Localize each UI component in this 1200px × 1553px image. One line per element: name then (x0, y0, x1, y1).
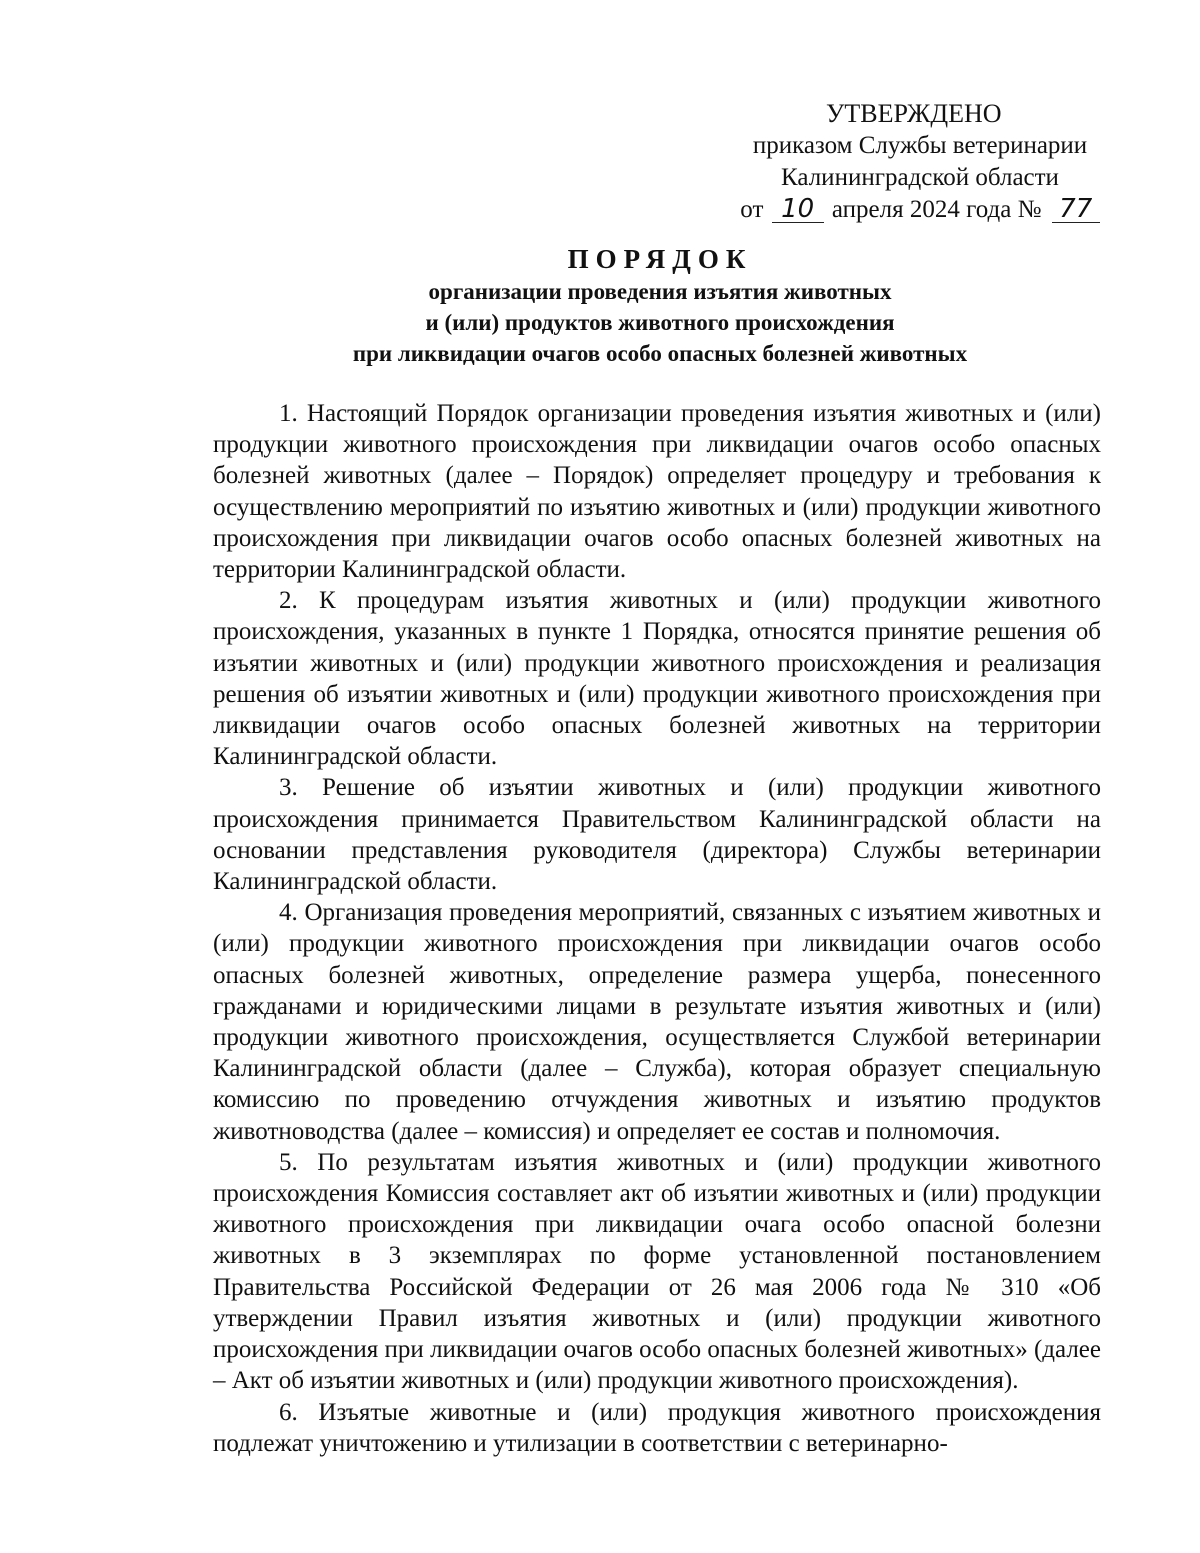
document-subtitle-line-1: организации проведения изъятия животных (428, 279, 892, 304)
handwritten-order-number: 77 (1052, 196, 1100, 223)
handwritten-day: 10 (772, 196, 824, 223)
approval-line-order: приказом Службы ветеринарии (752, 132, 1088, 159)
paragraph-6: 6. Изъятые животные и (или) продукция животного происхождения подлежат уничтожению и утилизации в соответствии с ветеринарно- (213, 1398, 1101, 1457)
document-body (213, 398, 1101, 1459)
paragraph-3: 3. Решение об изъятии животных и (или) продукции животного происхождения принимается Правительством Калининградской области на основании представления руководителя (директора) Службы ветеринарии Калининградской области. (213, 774, 1101, 896)
document-subtitle-line-3: при ликвидации очагов особо опасных болезней животных (352, 341, 968, 366)
approval-date-middle: апреля 2024 года № (831, 196, 1042, 223)
approval-date-line (726, 194, 1114, 226)
document-title: ПОРЯДОК (567, 244, 753, 274)
approval-title: УТВЕРЖДЕНО (826, 99, 1002, 128)
document-heading (300, 242, 1020, 369)
approval-stamp-block (726, 98, 1114, 226)
paragraph-4: 4. Организация проведения мероприятий, связанных с изъятием животных и (или) продукции животного происхождения при ликвидации очагов особо опасных болезней животных, определение размера ущерба, понесенного гражданами и юридическими лицами в результате изъятия животных и (или) продукции животного происхождения, осуществляется Службой ветеринарии Калининградской области (далее – Служба), которая образует специальную комиссию по проведению отчуждения животных и изъятию продуктов животноводства (далее – комиссия) и определяет ее состав и полномочия. (213, 899, 1101, 1145)
paragraph-1: 1. Настоящий Порядок организации проведения изъятия животных и (или) продукции животного происхождения при ликвидации очагов особо опасных болезней животных (далее – Порядок) определяет процедуру и требования к осуществлению мероприятий по изъятию животных и (или) продукции животного происхождения при ликвидации очагов особо опасных болезней животных на территории Калининградской области. (213, 400, 1101, 584)
paragraph-2: 2. К процедурам изъятия животных и (или) продукции животного происхождения, указанных в пункте 1 Порядка, относятся принятие решения об изъятии животных и (или) продукции животного происхождения и реализация решения об изъятии животных и (или) продукции животного происхождения при ликвидации очагов особо опасных болезней животных на территории Калининградской области. (213, 587, 1101, 771)
approval-line-region: Калининградской области (781, 164, 1059, 191)
document-subtitle-line-2: и (или) продуктов животного происхождения (425, 310, 895, 335)
paragraph-5: 5. По результатам изъятия животных и (или) продукции животного происхождения Комиссия составляет акт об изъятии животных и (или) продукции животного происхождения при ликвидации очага особо опасной болезни животных в 3 экземплярах по форме установленной постановлением Правительства Российской Федерации от 26 мая 2006 года № 310 «Об утверждении Правил изъятия животных и (или) продукции животного происхождения при ликвидации очагов особо опасных болезней животных» (далее – Акт об изъятии животных и (или) продукции животного происхождения). (213, 1148, 1101, 1395)
approval-date-prefix: от (740, 196, 764, 223)
